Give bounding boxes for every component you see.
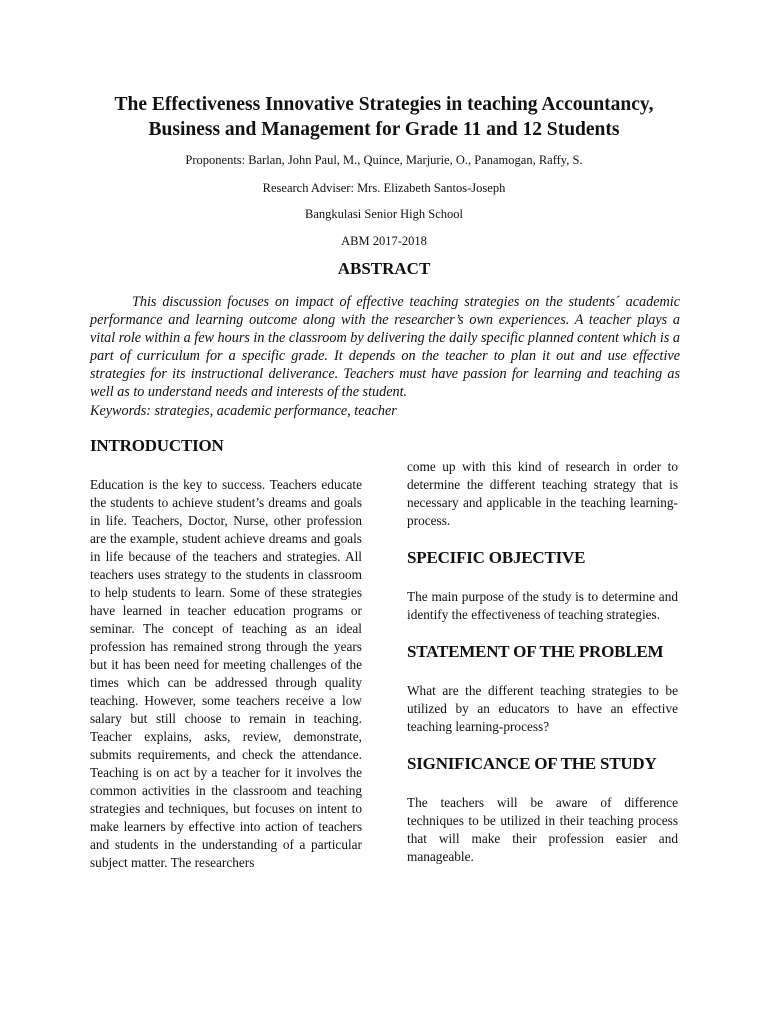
right-column <box>407 458 678 866</box>
research-adviser: Research Adviser: Mrs. Elizabeth Santos-Joseph <box>262 181 506 195</box>
abstract-text: This discussion focuses on impact of effective teaching strategies on the students´ academic performance and learning outcome along with the researcher’s own experiences. A teacher plays a vital role within a few hours in the classroom by delivering the daily specific planned content which is a part of curriculum for a specific grade. It depends on the teacher to plan it out and use effective strategies for its instructional deliverance. Teachers must have passion for learning and teaching as well as to understand needs and interests of the student. <box>90 294 681 400</box>
specific-objective-text: The main purpose of the study is to determine and identify the effectiveness of teaching strategies. <box>407 589 678 622</box>
left-column <box>90 436 362 872</box>
introduction-heading: INTRODUCTION <box>90 436 224 455</box>
strand-year: ABM 2017-2018 <box>341 234 427 248</box>
statement-of-problem-heading: STATEMENT OF THE PROBLEM <box>407 642 664 661</box>
proponents: Proponents: Barlan, John Paul, M., Quince, Marjurie, O., Panamogan, Raffy, S. <box>185 153 583 167</box>
significance-text: The teachers will be aware of difference techniques to be utilized in their teaching process that will make their profession easier and manageable. <box>407 795 678 864</box>
school-name: Bangkulasi Senior High School <box>305 207 463 221</box>
paper-title-line-2: Business and Management for Grade 11 and 12 Students <box>148 119 620 140</box>
keywords: Keywords: strategies, academic performance, teacher <box>90 403 397 419</box>
paper-title <box>60 92 708 142</box>
abstract-heading: ABSTRACT <box>337 259 431 278</box>
significance-heading: SIGNIFICANCE OF THE STUDY <box>407 754 657 773</box>
introduction-text: Education is the key to success. Teachers educate the students to achieve student’s dreams and goals in life. Teachers, Doctor, Nurse, other profession are the example, student achieve dreams and goals in life because of the teachers and strategies. All teachers uses strategy to the students in classroom to help students to learn. Some of these strategies have learned in teacher education programs or seminar. The concept of teaching as an ideal profession has remained strong through the years but it has been need for meeting challenges of the times which can be addressed through quality teaching. However, some teachers receive a low salary but still choose to remain in teaching. Teacher explains, asks, review, demonstrate, submits requirements, and check the attendance. Teaching is on act by a teacher for it involves the common activities in the classroom and teaching strategies and techniques, but focuses on intent to make learners by effective into action of teachers and students in the understanding of a particular subject matter. The researchers <box>90 477 362 870</box>
specific-objective-heading: SPECIFIC OBJECTIVE <box>407 548 586 567</box>
introduction-continued-text: come up with this kind of research in order to determine the different teaching strategy that is necessary and applicable in the teaching learning-process. <box>407 459 678 528</box>
statement-of-problem-text: What are the different teaching strategies to be utilized by an educators to have an effective teaching learning-process? <box>407 683 678 734</box>
paper-title-line-1: The Effectiveness Innovative Strategies in teaching Accountancy, <box>114 94 654 115</box>
